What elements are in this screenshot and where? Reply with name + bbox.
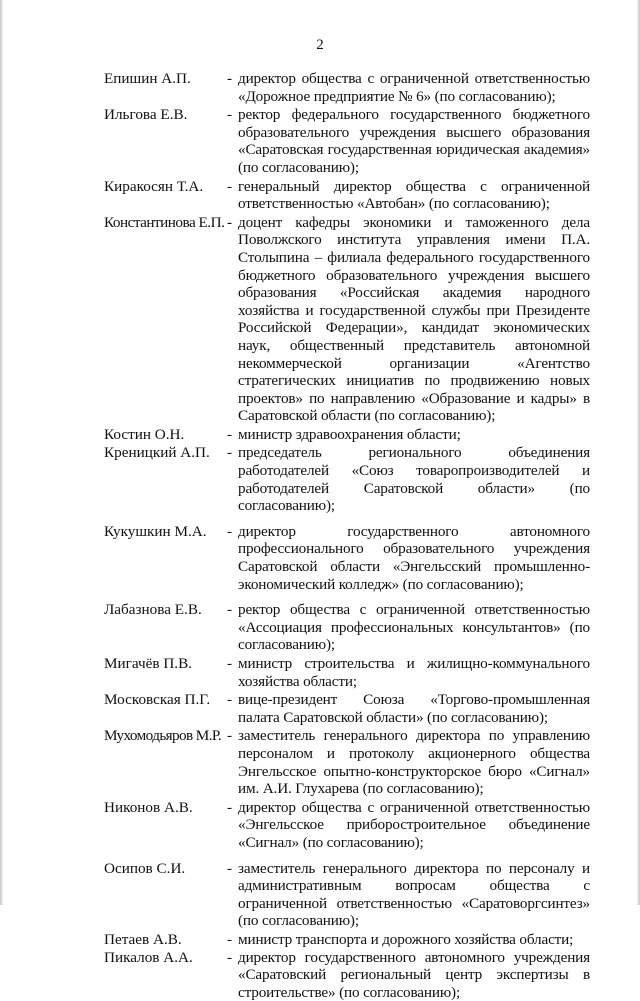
member-name: Московская П.Г.	[104, 691, 210, 709]
member-name: Киракосян Т.А.	[104, 178, 203, 196]
member-name: Константинова Е.П.	[104, 214, 224, 232]
list-item	[104, 426, 592, 444]
member-position: директор государственного автономного учреждения «Саратовский региональный центр экспертизы в строительстве» (по согласованию);	[238, 949, 590, 1001]
member-position: ректор федерального государственного бюджетного образовательного учреждения высшего образования «Саратовская государственная юридическая академия» (по согласованию);	[238, 106, 590, 176]
dash-separator: -	[227, 106, 232, 124]
dash-separator: -	[227, 691, 232, 709]
list-item	[104, 106, 592, 176]
dash-separator: -	[227, 655, 232, 673]
list-item	[104, 799, 592, 852]
member-position: доцент кафедры экономики и таможенного дела Поволжского института управления имени П.А. Столыпина – филиала федерального государственного бюджетного образовательного учреждения высшего образования «Российская академия народного хозяйства и государственной службы при Президенте Российской Федерации», кандидат экономических наук, общественный представитель автономной некоммерческой организации «Агентство стратегических инициатив по продвижению новых проектов» по направлению «Образование и кадры» в Саратовской области (по согласованию);	[238, 214, 590, 425]
dash-separator: -	[227, 214, 232, 232]
list-item	[104, 214, 592, 425]
dash-separator: -	[227, 178, 232, 196]
member-name: Мухомодьяров М.Р.	[104, 727, 221, 745]
member-name: Костин О.Н.	[104, 426, 184, 444]
member-name: Осипов С.И.	[104, 860, 185, 878]
dash-separator: -	[227, 601, 232, 619]
scan-edge-left	[0, 0, 3, 905]
dash-separator: -	[227, 426, 232, 444]
list-item	[104, 523, 592, 593]
member-position: ректор общества с ограниченной ответственностью «Ассоциация профессиональных консультантов» (по согласованию);	[238, 601, 590, 654]
member-name: Креницкий А.П.	[104, 444, 210, 462]
member-position: вице-президент Союза «Торгово-промышленная палата Саратовской области» (по согласованию);	[238, 691, 590, 726]
member-position: министр транспорта и дорожного хозяйства области;	[238, 931, 590, 949]
list-item	[104, 860, 592, 930]
list-item	[104, 655, 592, 690]
member-name: Епишин А.П.	[104, 70, 191, 88]
member-name: Лабазнова Е.В.	[104, 601, 202, 619]
member-name: Петаев А.В.	[104, 931, 182, 949]
member-name: Кукушкин М.А.	[104, 523, 207, 541]
member-position: генеральный директор общества с ограниченной ответственностью «Автобан» (по согласованию);	[238, 178, 590, 213]
member-position: заместитель генерального директора по персоналу и административным вопросам общества с ограниченной ответственностью «Саратоворгсинтез» (по согласованию);	[238, 860, 590, 930]
dash-separator: -	[227, 931, 232, 949]
dash-separator: -	[227, 70, 232, 88]
member-name: Пикалов А.А.	[104, 949, 193, 967]
member-position: председатель регионального объединения работодателей «Союз товаропроизводителей и работодателей Саратовской области» (по согласованию);	[238, 444, 590, 514]
list-item	[104, 444, 592, 514]
dash-separator: -	[227, 523, 232, 541]
member-name: Мигачёв П.В.	[104, 655, 192, 673]
dash-separator: -	[227, 444, 232, 462]
dash-separator: -	[227, 949, 232, 967]
member-position: заместитель генерального директора по управлению персоналом и протоколу акционерного общества Энгельсское опытно-конструкторское бюро «Сигнал» им. А.И. Глухарева (по согласованию);	[238, 727, 590, 797]
member-position: директор общества с ограниченной ответственностью «Дорожное предприятие № 6» (по согласованию);	[238, 70, 590, 105]
page-number: 2	[0, 36, 640, 54]
dash-separator: -	[227, 799, 232, 817]
list-item	[104, 931, 592, 949]
dash-separator: -	[227, 727, 232, 745]
member-position: министр здравоохранения области;	[238, 426, 590, 444]
list-item	[104, 178, 592, 213]
member-position: директор государственного автономного профессионального образовательного учреждения Саратовской области «Энгельсский промышленно-экономический колледж» (по согласованию);	[238, 523, 590, 593]
member-list	[104, 70, 592, 1001]
list-item	[104, 727, 592, 797]
list-item	[104, 70, 592, 105]
member-position: директор общества с ограниченной ответственностью «Энгельсское приборостроительное объединение «Сигнал» (по согласованию);	[238, 799, 590, 852]
list-item	[104, 691, 592, 726]
list-item	[104, 601, 592, 654]
list-item	[104, 949, 592, 1001]
member-position: министр строительства и жилищно-коммунального хозяйства области;	[238, 655, 590, 690]
member-name: Никонов А.В.	[104, 799, 193, 817]
dash-separator: -	[227, 860, 232, 878]
member-name: Ильгова Е.В.	[104, 106, 187, 124]
